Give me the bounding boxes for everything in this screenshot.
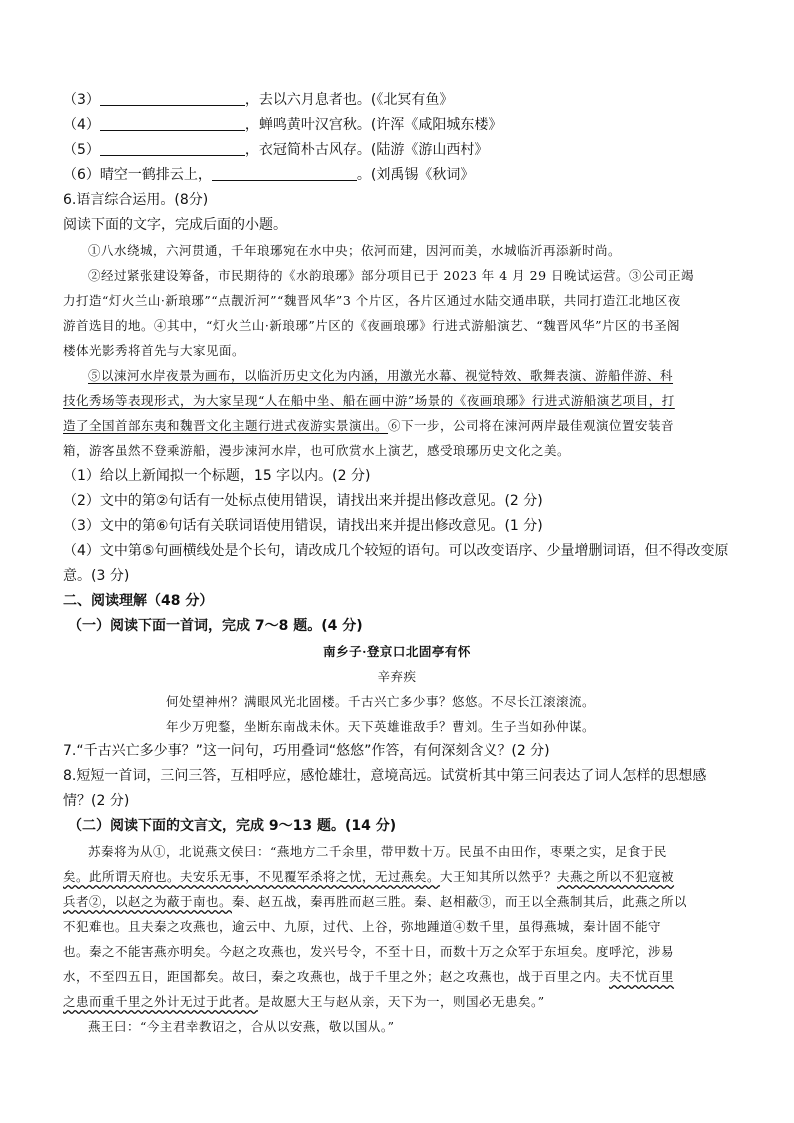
q6-sub-4-line-1: （4）文中第⑤句画横线处是个长句，请改成几个较短的语句。可以改变语序、少量增删词语，但不得改变原 (63, 543, 729, 559)
item-number: （5） (63, 142, 100, 158)
q6-paragraph-3-line-2: 技化秀场等表现形式，为大家呈现“人在船中坐、船在画中游”场景的《夜画琅琊》行进式游船演艺项目，打 (63, 393, 675, 408)
part-1-heading: （一）阅读下面一首词，完成 7～8 题。(4 分) (68, 618, 363, 634)
question-7: 7.“千古兴亡多少事？”这一问句，巧用叠词“悠悠”作答，有何深刻含义？(2 分) (63, 743, 550, 759)
sentence-text: 水，不至四五日，距国都矣。故曰，秦之攻燕也，战于千里之外；赵之攻燕也，战于百里之内。 (63, 969, 610, 984)
q6-paragraph-2-line-3: 游首选目的地。④其中，“灯火兰山·新琅琊”片区的《夜画琅琊》行进式游船演艺、“魏晋风华”片区的书圣阁 (63, 318, 681, 333)
wavy-underlined-sentence: 矣。此所谓天府也。夫安乐无事，不见覆军杀将之忧，无过燕矣。 (63, 869, 441, 884)
q6-paragraph-3-line-4: 箱，游客虽然不登乘游船，漫步涑河水岸，也可欣赏水上演艺，感受琅琊历史文化之美。 (63, 443, 571, 458)
answer-blank (212, 166, 357, 181)
q6-paragraph-3-line-1: ⑤以涑河水岸夜景为画布，以临沂历史文化为内涵，用激光水幕、视觉特效、歌舞表演、游船伴游、科 (88, 368, 674, 383)
fill-in-4 (63, 115, 743, 135)
section-2-heading: 二、阅读理解（48 分） (63, 593, 214, 609)
classical-line-1: 苏秦将为从①，北说燕文侯曰：“燕地方二千余里，带甲数十万。民虽不由田作，枣栗之实，足食于民 (88, 844, 667, 859)
sentence-text: ⑥下一步，公司将在涑河两岸最佳观演位置安装音 (388, 418, 675, 433)
underlined-sentence: 造了全国首部东夷和魏晋文化主题行进式夜游实景演出。 (63, 418, 389, 433)
item-text: ，衣冠简朴古风存。(陆游《游山西村》 (244, 142, 489, 158)
q6-sub-1: （1）给以上新闻拟一个标题，15 字以内。(2 分) (63, 468, 371, 484)
classical-line-5: 也。秦之不能害燕亦明矣。今赵之攻燕也，发兴号令，不至十日，而数十万之众军于东垣矣。度呼沱，涉易 (63, 944, 675, 959)
item-text: 。(刘禹锡《秋词》 (356, 167, 475, 183)
item-text: ，蝉鸣黄叶汉宫秋。(许浑《咸阳城东楼》 (244, 117, 503, 133)
sentence-text: 是故愿大王与赵从亲，天下为一，则国必无患矣。” (258, 994, 545, 1009)
item-number: （4） (63, 117, 100, 133)
fill-in-5 (63, 140, 743, 160)
q6-title: 6.语言综合运用。(8分) (63, 192, 209, 208)
answer-blank (100, 116, 245, 131)
q6-intro: 阅读下面的文字，完成后面的小题。 (63, 217, 287, 233)
q6-paragraph-2-line-2: 力打造“灯火兰山·新琅琊”“点靓沂河”“魏晋风华”3 个片区，各片区通过水陆交通串联，共同打造江北地区夜 (63, 293, 681, 308)
classical-line-7 (63, 992, 743, 1012)
classical-line-2 (63, 867, 743, 887)
item-number: （6） (63, 167, 100, 183)
question-8-line-1: 8.短短一首词，三问三答，互相呼应，感怆雄壮，意境高远。试赏析其中第三问表达了词人怎样的思想感 (63, 768, 707, 784)
wavy-underlined-sentence: 兵者②，以赵之为蔽于南也。 (63, 894, 233, 909)
sentence-text: 大王知其所以然乎？ (440, 869, 558, 884)
wavy-underlined-sentence: 夫不忧百里 (609, 969, 675, 984)
q6-sub-4-line-2: 意。(3 分) (63, 568, 130, 584)
classical-line-3 (63, 892, 743, 912)
q6-paragraph-2-line-1: ②经过紧张建设筹备，市民期待的《水韵琅琊》部分项目已于 2023 年 4 月 29 日晚试运营。③公司正竭 (88, 268, 695, 283)
q6-paragraph-2-line-4: 楼体光影秀将首先与大家见面。 (63, 343, 246, 358)
answer-blank (100, 141, 245, 156)
classical-line-8: 燕王曰：“今主君幸教诏之，合从以安燕，敬以国从。” (88, 1019, 395, 1034)
q6-paragraph-1: ①八水绕城，六河贯通，千年琅琊宛在水中央；依河而建，因河而美，水城临沂再添新时尚。 (88, 243, 622, 258)
fill-in-3 (63, 90, 743, 110)
classical-line-6 (63, 967, 743, 987)
poem-author: 辛弃疾 (377, 669, 417, 684)
q6-sub-3: （3）文中的第⑥句话有关联词语使用错误，请找出来并提出修改意见。(1 分) (63, 518, 543, 534)
item-prefix: 晴空一鹤排云上， (99, 167, 212, 183)
wavy-underlined-sentence: 之患而重千里之外计无过于此者。 (63, 994, 259, 1009)
answer-blank (100, 91, 245, 106)
classical-line-4: 不犯难也。且夫秦之攻燕也，逾云中、九原，过代、上谷，弥地踵道④数千里，虽得燕城，秦计固不能守 (63, 919, 662, 934)
poem-line-1: 何处望神州？满眼风光北固楼。千古兴亡多少事？悠悠。不尽长江滚滚流。 (166, 694, 596, 709)
question-8-line-2: 情？(2 分) (63, 793, 130, 809)
fill-in-6 (63, 165, 743, 185)
poem-title: 南乡子·登京口北固亭有怀 (323, 644, 471, 659)
q6-sub-2: （2）文中的第②句话有一处标点使用错误，请找出来并提出修改意见。(2 分) (63, 493, 543, 509)
part-2-heading: （二）阅读下面的文言文，完成 9～13 题。(14 分) (68, 818, 397, 834)
wavy-underlined-sentence: 夫燕之所以不犯寇被 (557, 869, 675, 884)
q6-paragraph-3-line-3 (63, 416, 743, 436)
item-text: ，去以六月息者也。(《北冥有鱼》 (244, 92, 454, 108)
sentence-text: 秦、赵五战，秦再胜而赵三胜。秦、赵相蔽③，而王以全燕制其后，此燕之所以 (232, 894, 688, 909)
poem-line-2: 年少万兜鍪，坐断东南战未休。天下英雄谁敌手？曹刘。生子当如孙仲谋。 (166, 719, 596, 734)
item-number: （3） (63, 92, 100, 108)
